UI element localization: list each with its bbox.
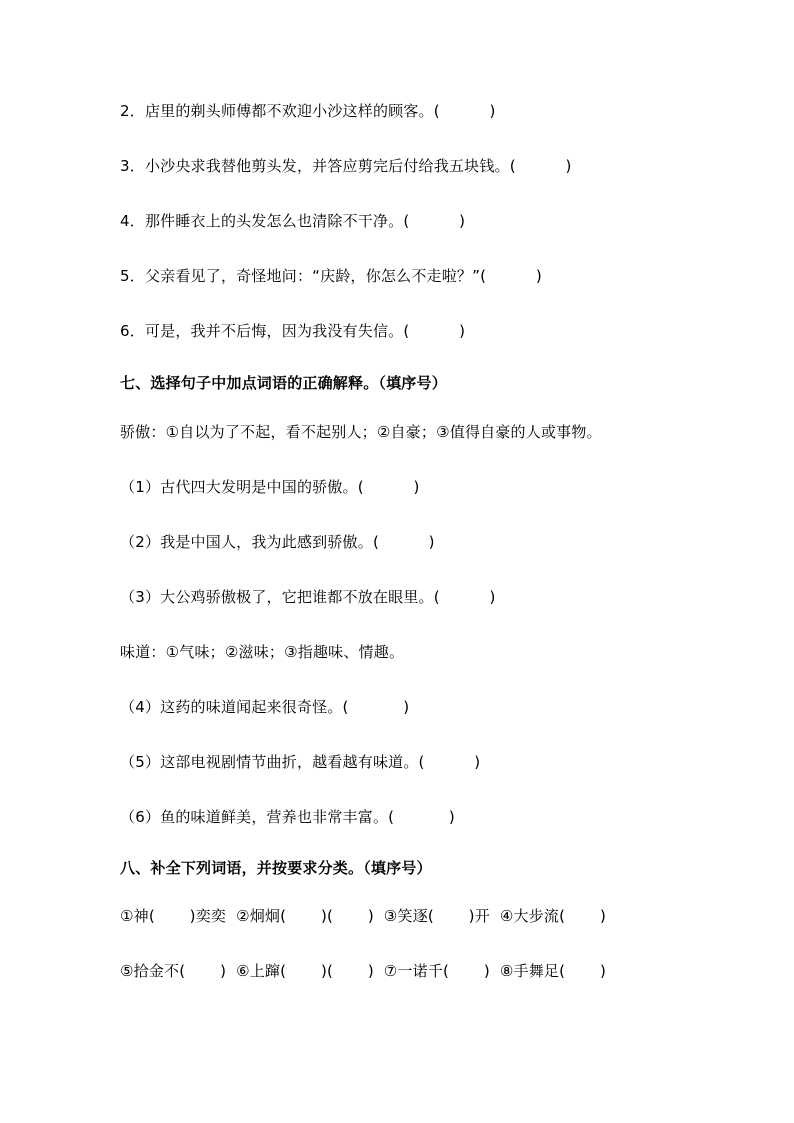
section-7-heading: 七、选择句子中加点词语的正确解释。（填序号） xyxy=(120,374,447,392)
question-7-3: （3）大公鸡骄傲极了，它把谁都不放在眼里。( ) xyxy=(120,588,496,606)
section-8-heading: 八、补全下列词语，并按要求分类。（填序号） xyxy=(120,859,432,877)
question-7-5: （5）这部电视剧情节曲折，越看越有味道。( ) xyxy=(120,753,481,771)
question-7-6: （6）鱼的味道鲜美，营养也非常丰富。( ) xyxy=(120,808,455,826)
definition-weidao: 味道：①气味；②滋味；③指趣味、情趣。 xyxy=(120,643,405,661)
question-2: 2．店里的剃头师傅都不欢迎小沙这样的顾客。( ) xyxy=(120,102,496,120)
question-7-4: （4）这药的味道闻起来很奇怪。( ) xyxy=(120,698,410,716)
question-7-1: （1）古代四大发明是中国的骄傲。( ) xyxy=(120,478,420,496)
question-4: 4．那件睡衣上的头发怎么也清除不干净。( ) xyxy=(120,212,466,230)
question-5: 5．父亲看见了，奇怪地问：“庆龄，你怎么不走啦？”( ) xyxy=(120,267,542,285)
question-7-2: （2）我是中国人，我为此感到骄傲。( ) xyxy=(120,533,435,551)
question-3: 3．小沙央求我替他剪头发，并答应剪完后付给我五块钱。( ) xyxy=(120,157,572,175)
idiom-row-1: ①神( )奕奕 ②炯炯( )( ) ③笑逐( )开 ④大步流( ) xyxy=(120,907,607,925)
idiom-row-2: ⑤拾金不( ) ⑥上蹿( )( ) ⑦一诺千( ) ⑧手舞足( ) xyxy=(120,962,607,980)
question-6: 6．可是，我并不后悔，因为我没有失信。( ) xyxy=(120,322,466,340)
definition-jiaoao: 骄傲：①自以为了不起，看不起别人；②自豪；③值得自豪的人或事物。 xyxy=(120,423,602,441)
